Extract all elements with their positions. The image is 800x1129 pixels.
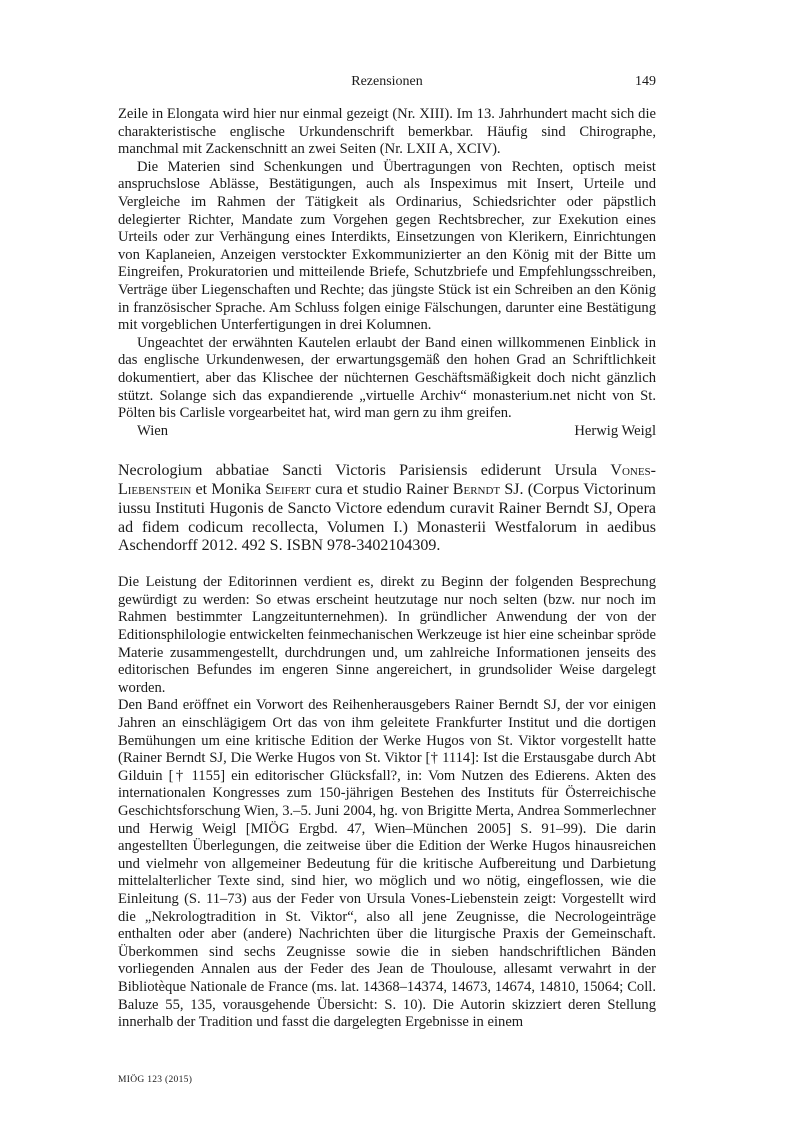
editor-surname: Seifert [265, 481, 311, 499]
book-title-text: SJ. (Corpus Victorinum iussu Instituti Hugonis de Sancto Victore edendum curavit Rainer Berndt SJ, Opera ad fidem codicum recollecta, Volumen I.) Monasterii Westfalorum in aedibus Aschendorff 2012. 492 S. ISBN 978-3402104309. [118, 481, 657, 555]
page-footer: MIÖG 123 (2015) [118, 1075, 193, 1085]
editor-surname: Berndt [452, 481, 501, 499]
book-title-text: et Monika [191, 481, 266, 499]
paragraph: Ungeachtet der erwähnten Kautelen erlaubt der Band einen willkommenen Einblick in das englische Urkundenwesen, der erwartungsgemäß den hohen Grad an Schriftlichkeit dokumentiert, aber das Klischee der nüchternen Geschäftsmäßigkeit doch nicht gänzlich stützt. Solange sich das expandierende „virtuelle Archiv“ monasterium.net nicht von St. Pölten bis Carlisle vorgearbeitet hat, wird man gern zu ihm greifen. [118, 334, 656, 422]
reviewer-name: Herwig Weigl [574, 422, 656, 439]
editor-surname: Vones-Liebenstein [118, 462, 656, 499]
review-signature [118, 423, 656, 441]
book-entry-heading [118, 462, 656, 556]
book-title-text: Necrologium abbatiae Sancti Victoris Parisiensis ediderunt Ursula [118, 462, 611, 480]
paragraph: Zeile in Elongata wird hier nur einmal gezeigt (Nr. XIII). Im 13. Jahrhundert macht sich die charakteristische englische Urkundenschrift bemerkbar. Häufig sind Chirographe, manchmal mit Zackenschnitt an zwei Seiten (Nr. LXII A, XCIV). [118, 106, 656, 158]
page-header [118, 74, 656, 94]
paragraph: Die Materien sind Schenkungen und Übertragungen von Rechten, optisch meist anspruchslose Ablässe, Bestätigungen, auch als Inspeximus mit Insert, Urteile und Vergleiche im Rahmen der Tätigkeit als Ordinarius, Schiedsrichter oder päpstlich delegierter Richter, Mandate zum Vorgehen gegen Rechtsbrecher, zur Exekution eines Urteils oder zur Verhängung eines Interdikts, Einsetzungen von Klerikern, Einrichtungen von Kaplaneien, Anzeigen verstockter Exkommunizierter an den König mit der Bitte um Eingreifen, Prokuratorien und mitteilende Briefe, Schutzbriefe und Empfehlungsschreiben, Verträge über Liegenschaften und Rechte; das jüngste Stück ist ein Schreiben an den König in französischer Sprache. Am Schluss folgen einige Fälschungen, darunter eine Bestätigung mit vorgeblichen Unterfertigungen in drei Kolumnen. [118, 158, 656, 334]
page-number: 149 [635, 74, 656, 89]
running-title: Rezensionen [351, 74, 423, 89]
review-new [118, 574, 656, 1031]
review-continuation [118, 106, 656, 440]
book-title-text: cura et studio Rainer [310, 481, 453, 499]
signature-place: Wien [137, 422, 169, 439]
paragraph: Den Band eröffnet ein Vorwort des Reihenherausgebers Rainer Berndt SJ, der vor einigen Jahren an einschlägigem Ort das von ihm geleitete Frankfurter Institut und die dortigen Bemühungen um eine kritische Edition der Werke Hugos von St. Viktor vorgestellt hatte (Rainer Berndt SJ, Die Werke Hugos von St. Viktor [† 1114]: Ist die Erstausgabe durch Abt Gilduin [† 1155] ein editorischer Glücksfall?, in: Vom Nutzen des Edierens. Akten des internationalen Kongresses zum 150-jährigen Bestehen des Instituts für Österreichische Geschichtsforschung Wien, 3.–5. Juni 2004, hg. von Brigitte Merta, Andrea Sommerlechner und Herwig Weigl [MIÖG Ergbd. 47, Wien–München 2005] S. 91–99). Die darin angestellten Überlegungen, die zeitweise über die Edition der Werke Hugos hinausreichen und vielmehr von allgemeiner Bedeutung für die kritische Aufbereitung und Darbietung mittelalterlicher Texte sind, sind hier, wo möglich und wo nötig, eingeflossen, wie die Einleitung (S. 11–73) aus der Feder von Ursula Vones-Liebenstein zeigt: Vorgestellt wird die „Nekrologtradition in St. Viktor“, also all jene Zeugnisse, die Necrologeinträge enthalten oder aber (andere) Nachrichten über die liturgische Praxis der Gemeinschaft. Überkommen sind sechs Zeugnisse sowie die in sieben handschriftlichen Bänden vorliegenden Annalen aus der Feder des Jean de Thoulouse, allesamt verwahrt in der Bibliotèque Nationale de France (ms. lat. 14368–14374, 14673, 14674, 14810, 15064; Coll. Baluze 55, 135, vorausgehende Übersicht: S. 10). Die Autorin skizziert deren Stellung innerhalb der Tradition und fasst die dargelegten Ergebnisse in einem [118, 697, 656, 1031]
page-body [118, 106, 656, 1032]
paragraph: Die Leistung der Editorinnen verdient es, direkt zu Beginn der folgenden Besprechung gewürdigt zu werden: So etwas erscheint heutzutage nur noch selten (bzw. nur noch im Rahmen bestimmter Langzeitunternehmen). In gründlicher Anwendung der von der Editionsphilologie entwickelten feinmechanischen Werkzeuge ist hier eine scheinbar spröde Materie zusammengestellt, durchdrungen und, um zahlreiche Informationen jenseits des editorischen Befundes im engeren Sinne angereichert, in grundsolider Weise dargelegt worden. [118, 574, 656, 696]
